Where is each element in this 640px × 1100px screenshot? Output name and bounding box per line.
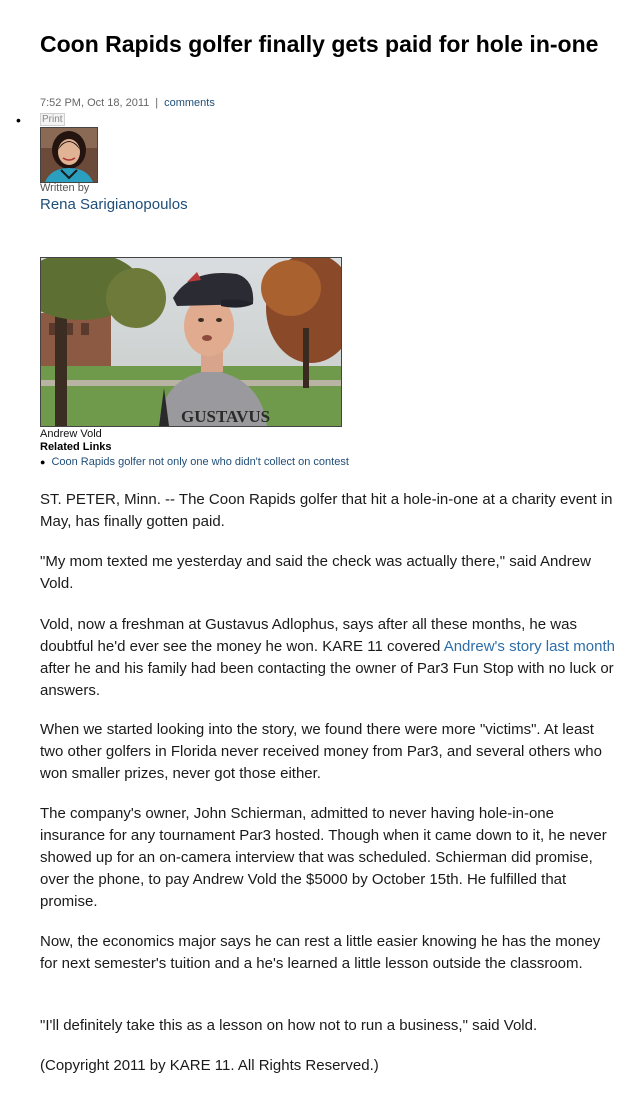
meta-separator: | — [155, 97, 159, 109]
related-links-title: Related Links — [40, 441, 112, 453]
paragraph: Now, the economics major says he can rest a little easier knowing he has the money for next semester's tuition and a he's learned a little lesson outside the classroom. — [40, 933, 601, 972]
paragraph: The company's owner, John Schierman, admitted to never having hole-in-one insurance for any tournament Par3 hosted. Though when it came down to it, he never showed up for an on-camera interview that was scheduled. Schierman did promise, over the phone, to pay Andrew Vold the $5000 by October 15th. He fulfilled that promise. — [40, 805, 607, 910]
article-timestamp: 7:52 PM, Oct 18, 2011 — [40, 97, 150, 109]
paragraph: "My mom texted me yesterday and said the check was actually there," said Andrew Vold. — [40, 553, 591, 592]
article-title: Coon Rapids golfer finally gets paid for hole in-one — [40, 31, 599, 57]
comments-link[interactable]: comments — [164, 97, 215, 109]
written-by-label: Written by — [40, 182, 90, 194]
list-bullet-icon: • — [16, 112, 21, 128]
related-link-item — [40, 456, 349, 468]
author-avatar — [40, 127, 98, 183]
story-photo — [40, 257, 342, 427]
author-name-link[interactable]: Rena Sarigianopoulos — [40, 196, 188, 213]
paragraph-text: after he and his family had been contacting the owner of Par3 Fun Stop with no luck or answers. — [40, 660, 614, 699]
related-link[interactable]: Coon Rapids golfer not only one who didn't collect on contest — [51, 456, 349, 468]
paragraph: "I'll definitely take this as a lesson on how not to run a business," said Vold. — [40, 1017, 538, 1034]
copyright: (Copyright 2011 by KARE 11. All Rights Reserved.) — [40, 1057, 379, 1074]
paragraph-text: Vold, now a freshman at Gustavus Adlophus, says after all these months, he was doubtful he'd ever see the money he won. KARE 11 covered — [40, 616, 577, 655]
author-portrait-icon — [41, 128, 97, 182]
paragraph — [40, 614, 620, 702]
paragraph: When we started looking into the story, we found there were more "victims". At least two other golfers in Florida never received money from Par3, and several others who won smaller prizes, never got those either. — [40, 721, 602, 782]
print-button[interactable]: Print — [42, 114, 63, 125]
paragraph: ST. PETER, Minn. -- The Coon Rapids golfer that hit a hole-in-one at a charity event in May, has finally gotten paid. — [40, 491, 613, 530]
photo-caption: Andrew Vold — [40, 428, 102, 440]
bullet-icon: ● — [40, 457, 46, 467]
story-link[interactable]: Andrew's story last month — [443, 638, 615, 655]
student-photo-icon — [41, 258, 341, 426]
article-meta — [40, 97, 215, 109]
shirt-logo-text: GUSTAVUS — [181, 407, 271, 426]
